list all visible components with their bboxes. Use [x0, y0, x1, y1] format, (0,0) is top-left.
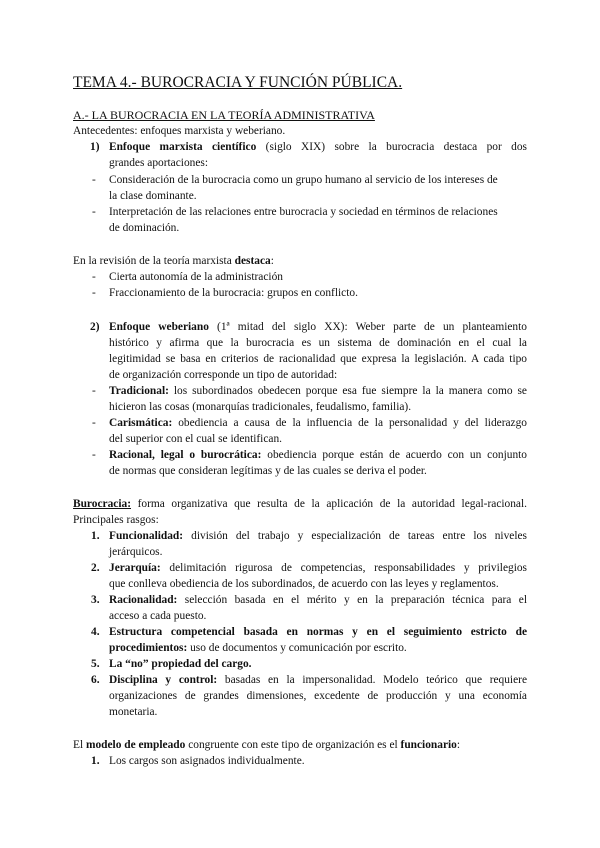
list-item: Interpretación de las relaciones entre burocracia y sociedad en términos de relaciones	[109, 206, 498, 218]
list-item: Carismática: obediencia a causa de la influencia de la personalidad y del liderazgo	[109, 417, 527, 429]
weberiano-line: histórico y afirma que la burocracia es un sistema de dominación en el cual la	[109, 337, 527, 349]
bullet-dash: -	[92, 271, 96, 283]
list-item: Los cargos son asignados individualmente.	[109, 755, 305, 767]
list-item: la clase dominante.	[109, 190, 197, 202]
list-marker: 1.	[91, 755, 100, 767]
list-item: Consideración de la burocracia como un grupo humano al servicio de los intereses de	[109, 174, 498, 186]
weberiano-line: legitimidad se basa en criterios de racionalidad que expresa la legislación. A cada tipo	[109, 353, 527, 365]
modelo-line: El modelo de empleado congruente con este tipo de organización es el funcionario:	[73, 739, 461, 751]
list-marker: 6.	[91, 674, 100, 686]
list-marker: 5.	[91, 658, 100, 670]
list-marker: 1.	[91, 530, 100, 542]
section-heading-a: A.- LA BUROCRACIA EN LA TEORÍA ADMINISTRATIVA	[73, 108, 375, 122]
list-item: procedimientos: uso de documentos y comunicación por escrito.	[109, 642, 407, 654]
list-item: Cierta autonomía de la administración	[109, 271, 283, 283]
list-item: monetaria.	[109, 706, 158, 718]
list-item: de dominación.	[109, 222, 180, 234]
burocracia-line2: Principales rasgos:	[73, 514, 159, 526]
list-item: Racionalidad: selección basada en el mérito y en la preparación técnica para el	[109, 594, 527, 606]
bullet-dash: -	[92, 287, 96, 299]
list-item: Tradicional: los subordinados obedecen porque esa fue siempre la la manera como se	[109, 385, 527, 397]
revision-line: En la revisión de la teoría marxista destaca:	[73, 255, 274, 267]
list-item: hicieron las cosas (monarquías tradicionales, feudalismo, familia).	[109, 401, 412, 413]
list-item: jerárquicos.	[109, 546, 163, 558]
marxista-heading: Enfoque marxista científico	[109, 141, 257, 153]
bullet-dash: -	[92, 174, 96, 186]
bullet-dash: -	[92, 417, 96, 429]
antecedentes-line: Antecedentes: enfoques marxista y weberiano.	[73, 125, 286, 137]
list-item: Estructura competencial basada en normas y en el seguimiento estricto de	[109, 626, 527, 638]
list-item: Disciplina y control: basadas en la impersonalidad. Modelo teórico que requiere	[109, 674, 528, 686]
list-marker: 1)	[90, 141, 100, 153]
marxista-line2: grandes aportaciones:	[109, 157, 208, 169]
marxista-text: (siglo XIX) sobre la burocracia destaca por dos	[256, 141, 527, 153]
list-marker: 3.	[91, 594, 100, 606]
list-marker: 2.	[91, 562, 100, 574]
list-item: Racional, legal o burocrática: obediencia porque están de acuerdo con un conjunto	[109, 449, 527, 461]
bullet-dash: -	[92, 385, 96, 397]
list-item: del superior con el cual se identifican.	[109, 433, 283, 445]
list-marker: 4.	[91, 626, 100, 638]
weberiano-heading: Enfoque weberiano	[109, 321, 209, 333]
list-item: La “no” propiedad del cargo.	[109, 658, 252, 670]
weberiano-heading-line: Enfoque weberiano (1ª mitad del siglo XX): Weber parte de un planteamiento	[109, 321, 527, 333]
weberiano-line: de organización corresponde un tipo de autoridad:	[109, 369, 338, 381]
burocracia-definition: Burocracia: forma organizativa que resulta de la aplicación de la autoridad legal-racional.	[73, 498, 527, 510]
list-item: que conlleva obediencia de los subordinados, de acuerdo con las leyes y reglamentos.	[109, 578, 499, 590]
list-item: acceso a cada puesto.	[109, 610, 207, 622]
list-item: Funcionalidad: división del trabajo y especialización de tareas entre los niveles	[109, 530, 527, 542]
bullet-dash: -	[92, 206, 96, 218]
bullet-dash: -	[92, 449, 96, 461]
list-item: Jerarquía: delimitación rigurosa de competencias, responsabilidades y privilegios	[109, 562, 527, 574]
list-item: de normas que consideran legítimas y de las cuales se deriva el poder.	[109, 465, 427, 477]
list-item: organizaciones de grandes dimensiones, excedente de producción y una economía	[109, 690, 527, 702]
page-title: TEMA 4.- BUROCRACIA Y FUNCIÓN PÚBLICA.	[73, 74, 403, 91]
list-item: Fraccionamiento de la burocracia: grupos en conflicto.	[109, 287, 358, 299]
list-marker: 2)	[90, 321, 100, 333]
marxista-heading-line	[109, 140, 527, 154]
